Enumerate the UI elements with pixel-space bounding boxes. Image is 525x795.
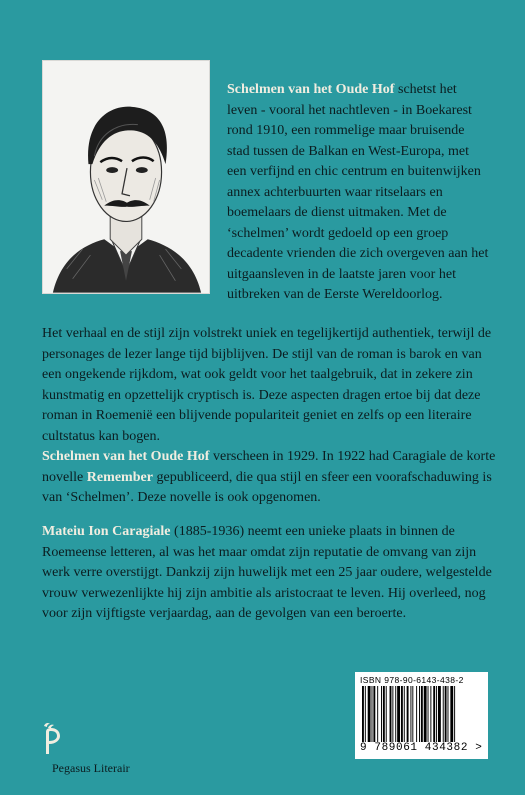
bio-text: (1885-1936) neemt een unieke plaats in binnen de Roemeense letteren, al was het maar omdat zijn reputatie de omvang van zijn werk verre overstijgt. Dankzij zijn huwelijk met een 25 jaar oudere, welgestelde vrouw verwezenlijkte hij zijn ambitie als aristocraat te leven. Hij overleed, nog voor zijn vijftigste verjaardag, aan de gevolgen van een beroerte. (42, 524, 492, 621)
barcode-bar (404, 686, 405, 742)
barcode-bar (428, 686, 429, 742)
author-name: Mateiu Ion Caragiale (42, 524, 171, 539)
barcode-bar (397, 686, 400, 742)
body-paragraph (42, 324, 497, 509)
barcode-bar (401, 686, 403, 742)
barcode-bar (395, 686, 396, 742)
isbn-digits: 9 789061 434382 > (360, 742, 483, 754)
barcode-bar (365, 686, 366, 742)
intro-text: schetst het leven - vooral het nachtleven - in Boekarest rond 1910, een rommelige maar bruisende stad tussen de Balkan en West-Europa, met een verfijnd en chic centrum en buitenwijken annex achterbuurten waar ritselaars en boemelaars de dienst uitmaken. Met de ‘schelmen’ wordt gedoeld op een groep decadente vrienden die zich overgeven aan het uitgaansleven in de laatste jaren voor het uitbreken van de Eerste Wereldoorlog. (227, 82, 489, 302)
portrait-sketch-icon (43, 61, 209, 293)
barcode-bar (381, 686, 382, 742)
barcode-bar (383, 686, 385, 742)
barcode-bar (390, 686, 392, 742)
body-text-2: verscheen in 1929. In 1922 had Caragiale de korte novelle (42, 449, 496, 485)
isbn-barcode (355, 672, 488, 759)
barcode-bar (445, 686, 447, 742)
barcode-bar (372, 686, 373, 742)
barcode-bar (430, 686, 431, 742)
author-portrait (42, 60, 210, 294)
barcode-bar (362, 686, 364, 742)
barcode-bar (424, 686, 427, 742)
intro-paragraph (227, 80, 489, 306)
barcode-bar (450, 686, 453, 742)
barcode-bar (454, 686, 455, 742)
novella-title: Remember (86, 469, 153, 485)
barcode-bar (412, 686, 413, 742)
body-text-3: gepubliceerd, die qua stijl en sfeer een voorafschaduwing is van ‘Schelmen’. Deze novelle is ook opgenomen. (42, 469, 492, 505)
barcode-bar (433, 686, 435, 742)
barcode-bar (436, 686, 437, 742)
book-title-reference: Schelmen van het Oude Hof (42, 449, 210, 464)
barcode-bar (421, 686, 423, 742)
barcode-bar (407, 686, 409, 742)
barcode-bars (360, 686, 483, 742)
barcode-bar (438, 686, 441, 742)
barcode-bar (448, 686, 449, 742)
bio-paragraph (42, 522, 497, 625)
book-title: Schelmen van het Oude Hof (227, 82, 395, 97)
barcode-bar (386, 686, 387, 742)
pegasus-p-logo-icon (42, 722, 62, 754)
barcode-bar (410, 686, 411, 742)
barcode-bar (368, 686, 371, 742)
barcode-bar (443, 686, 444, 742)
barcode-bar (416, 686, 417, 742)
publisher-name: Pegasus Literair (52, 761, 130, 775)
barcode-bar (377, 686, 378, 742)
body-text-1: Het verhaal en de stijl zijn volstrekt uniek en tegelijkertijd authentiek, terwijl de personages de lezer lange tijd bijblijven. De stijl van de roman is barok en van een ongekende rijkdom, wat ook geldt voor het taalgebruik, dat in zekere zin kunstmatig en opzettelijk cryptisch is. Deze aspecten dragen ertoe bij dat deze roman in Roemenië een blijvende populariteit geniet en zelfs op een literaire cultstatus kan bogen. (42, 326, 492, 444)
barcode-bar (392, 686, 393, 742)
isbn-label: ISBN 978-90-6143-438-2 (360, 675, 464, 685)
barcode-bar (373, 686, 375, 742)
barcode-bar (419, 686, 420, 742)
